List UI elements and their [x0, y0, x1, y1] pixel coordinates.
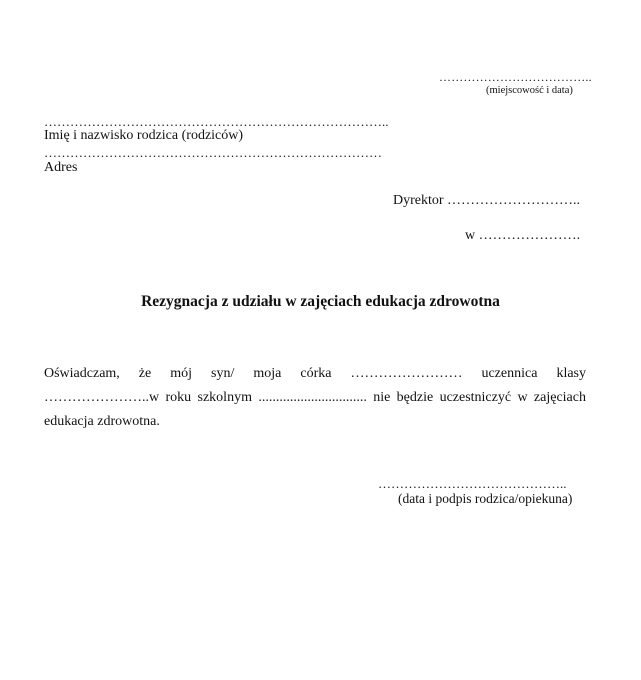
document-title: Rezygnacja z udziału w zajęciach edukacja zdrowotna: [141, 293, 500, 310]
declaration-line-2: …………………..w roku szkolnym ............................... nie będzie uczestniczyć w zajęciach: [44, 390, 586, 405]
address-label: Adres: [44, 160, 78, 175]
declaration-line-1: Oświadczam, że mój syn/ moja córka …………………… uczennica klasy: [44, 366, 586, 381]
school-location-line: w ………………….: [465, 228, 581, 243]
declaration-body: [44, 362, 586, 434]
director-line: Dyrektor ………………………..: [393, 193, 581, 208]
parent-name-dots: ……………………………………………………………………..: [44, 114, 389, 129]
declaration-line-3: edukacja zdrowotna.: [44, 414, 160, 429]
signature-dots: ……………………………………..: [378, 476, 567, 491]
signature-caption: (data i podpis rodzica/opiekuna): [398, 491, 573, 506]
address-dots: ……………………………………………………………………: [44, 145, 382, 160]
place-date-caption: (miejscowość i data): [486, 85, 573, 96]
place-date-dots: ………………………………..: [439, 70, 592, 84]
parent-name-label: Imię i nazwisko rodzica (rodziców): [44, 128, 244, 143]
